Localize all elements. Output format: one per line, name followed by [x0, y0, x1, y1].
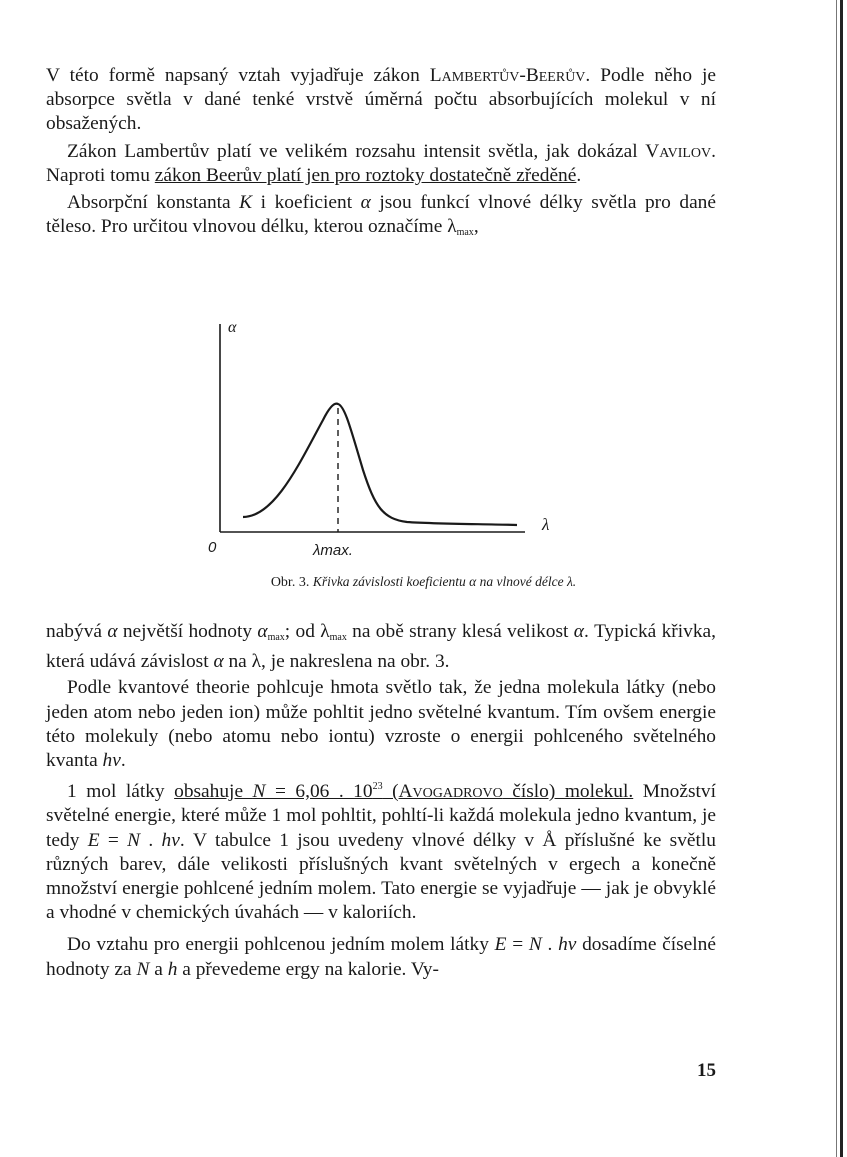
underlined-avogadro: obsahuje N = 6,06 . $10^{23}$ (Avogadrovo číslo) molekul. — [174, 781, 634, 803]
x-axis-label: λ — [542, 515, 550, 534]
paragraph-4: nabývá α největší hodnoty $\alpha_{max}$; od $\lambda_{max}$ na obě strany klesá velikost α. Typická křivka, která udává závislost α na λ, je nakreslena na obr. 3. — [46, 621, 717, 673]
paragraph-3: Absorpční konstanta K i koeficient α jsou funkcí vlnové délky světla pro dané těleso. Pro určitou vlnovou délku, kterou označíme $\lambda_{max}$, — [46, 192, 716, 239]
origin-label: 0 — [208, 539, 217, 556]
paragraph-6: 1 mol látky obsahuje N = 6,06 . $10^{23}$ (Avogadrovo číslo) molekul. Množství světelné energie, které může 1 mol pohltit, pohltí-li každá molekula jedno kvantum, je tedy E = N . hν. V tabulce 1 jsou uvedeny vlnové délky v Å příslušné ke světlu různých barev, dále velikosti příslušných kvant světelných v ergech a konečně množství energie pohlcené jedním molem. Tato energie se vyjadřuje — jak je obvyklé a vhodné v chemických úvahách — v kaloriích. — [46, 781, 716, 924]
text-block-top — [46, 64, 716, 245]
y-axis-label: α — [228, 319, 237, 336]
paragraph-1: V této formě napsaný vztah vyjadřuje zákon Lambertův-Beerův. Podle něho je absorpce světla v dané tenké vrstvě úměrná počtu absorbujících molekul v ní obsažených. — [46, 65, 716, 135]
lambda-max-label: λmax. — [313, 542, 353, 559]
name-lambert-beer: Lambertův-Beerův — [429, 65, 586, 86]
paragraph-5: Podle kvantové theorie pohlcuje hmota světlo tak, že jedna molekula látky (nebo jeden atom nebo jeden ion) může pohltit jedno světelné kvantum. Tím ovšem energie této molekuly (nebo atomu nebo iontu) vzroste o energii pohlceného světelného kvanta hν. — [46, 677, 716, 772]
figure-alpha-curve — [195, 312, 575, 572]
name-vavilov: Vavilov — [645, 140, 712, 162]
absorption-curve — [243, 404, 517, 525]
paragraph-7: Do vztahu pro energii pohlcenou jedním molem látky E = N . hν dosadíme číselné hodnoty za N a h a převedeme ergy na kalorie. Vy- — [46, 934, 716, 980]
text-block-bottom — [46, 620, 716, 982]
underlined-beer-law: zákon Beerův platí jen pro roztoky dostatečně zředěné — [154, 164, 577, 186]
paragraph-2: Zákon Lambertův platí ve velikém rozsahu intensit světla, jak dokázal Vavilov. Naproti tomu zákon Beerův platí jen pro roztoky dostatečně zředěné. — [46, 140, 716, 186]
figure-caption: Obr. 3. Křivka závislosti koeficientu α na vlnové délce λ. — [270, 574, 577, 590]
page-number: 15 — [697, 1060, 716, 1081]
